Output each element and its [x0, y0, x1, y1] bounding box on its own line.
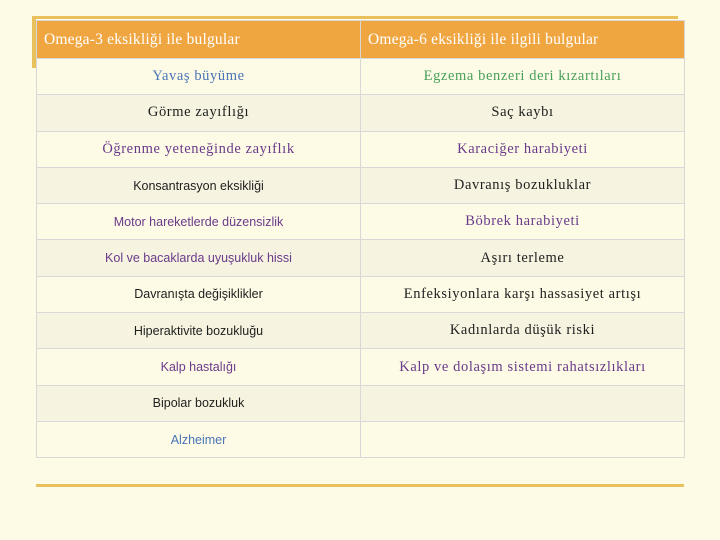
- table-row: [37, 421, 685, 457]
- findings-table: [36, 20, 685, 458]
- table-row: [37, 349, 685, 385]
- table-row: [37, 95, 685, 131]
- omega3-finding: Konsantrasyon eksikliği: [37, 167, 361, 203]
- header-omega6: Omega-6 eksikliği ile ilgili bulgular: [361, 21, 685, 59]
- omega3-finding: Öğrenme yeteneğinde zayıflık: [37, 131, 361, 167]
- omega6-finding: [361, 421, 685, 457]
- omega3-finding: Yavaş büyüme: [37, 59, 361, 95]
- omega6-finding: [361, 385, 685, 421]
- table-row: [37, 385, 685, 421]
- omega3-finding: Kalp hastalığı: [37, 349, 361, 385]
- omega6-finding: Aşırı terleme: [361, 240, 685, 276]
- table-row: [37, 131, 685, 167]
- top-accent-line: [32, 16, 678, 19]
- omega6-finding: Böbrek harabiyeti: [361, 204, 685, 240]
- omega6-finding: Karaciğer harabiyeti: [361, 131, 685, 167]
- bottom-accent-line: [36, 484, 684, 487]
- table-row: [37, 276, 685, 312]
- omega3-finding: Görme zayıflığı: [37, 95, 361, 131]
- table-row: [37, 240, 685, 276]
- omega6-finding: Enfeksiyonlara karşı hassasiyet artışı: [361, 276, 685, 312]
- omega3-finding: Alzheimer: [37, 421, 361, 457]
- omega6-finding: Davranış bozukluklar: [361, 167, 685, 203]
- table-row: [37, 59, 685, 95]
- table-row: [37, 204, 685, 240]
- table-header-row: [37, 21, 685, 59]
- omega3-finding: Hiperaktivite bozukluğu: [37, 313, 361, 349]
- omega3-finding: Bipolar bozukluk: [37, 385, 361, 421]
- table-row: [37, 167, 685, 203]
- table-row: [37, 313, 685, 349]
- omega6-finding: Egzema benzeri deri kızartıları: [361, 59, 685, 95]
- omega6-finding: Kalp ve dolaşım sistemi rahatsızlıkları: [361, 349, 685, 385]
- omega3-finding: Davranışta değişiklikler: [37, 276, 361, 312]
- header-omega3: Omega-3 eksikliği ile bulgular: [37, 21, 361, 59]
- omega6-finding: Kadınlarda düşük riski: [361, 313, 685, 349]
- omega3-finding: Kol ve bacaklarda uyuşukluk hissi: [37, 240, 361, 276]
- omega3-finding: Motor hareketlerde düzensizlik: [37, 204, 361, 240]
- omega6-finding: Saç kaybı: [361, 95, 685, 131]
